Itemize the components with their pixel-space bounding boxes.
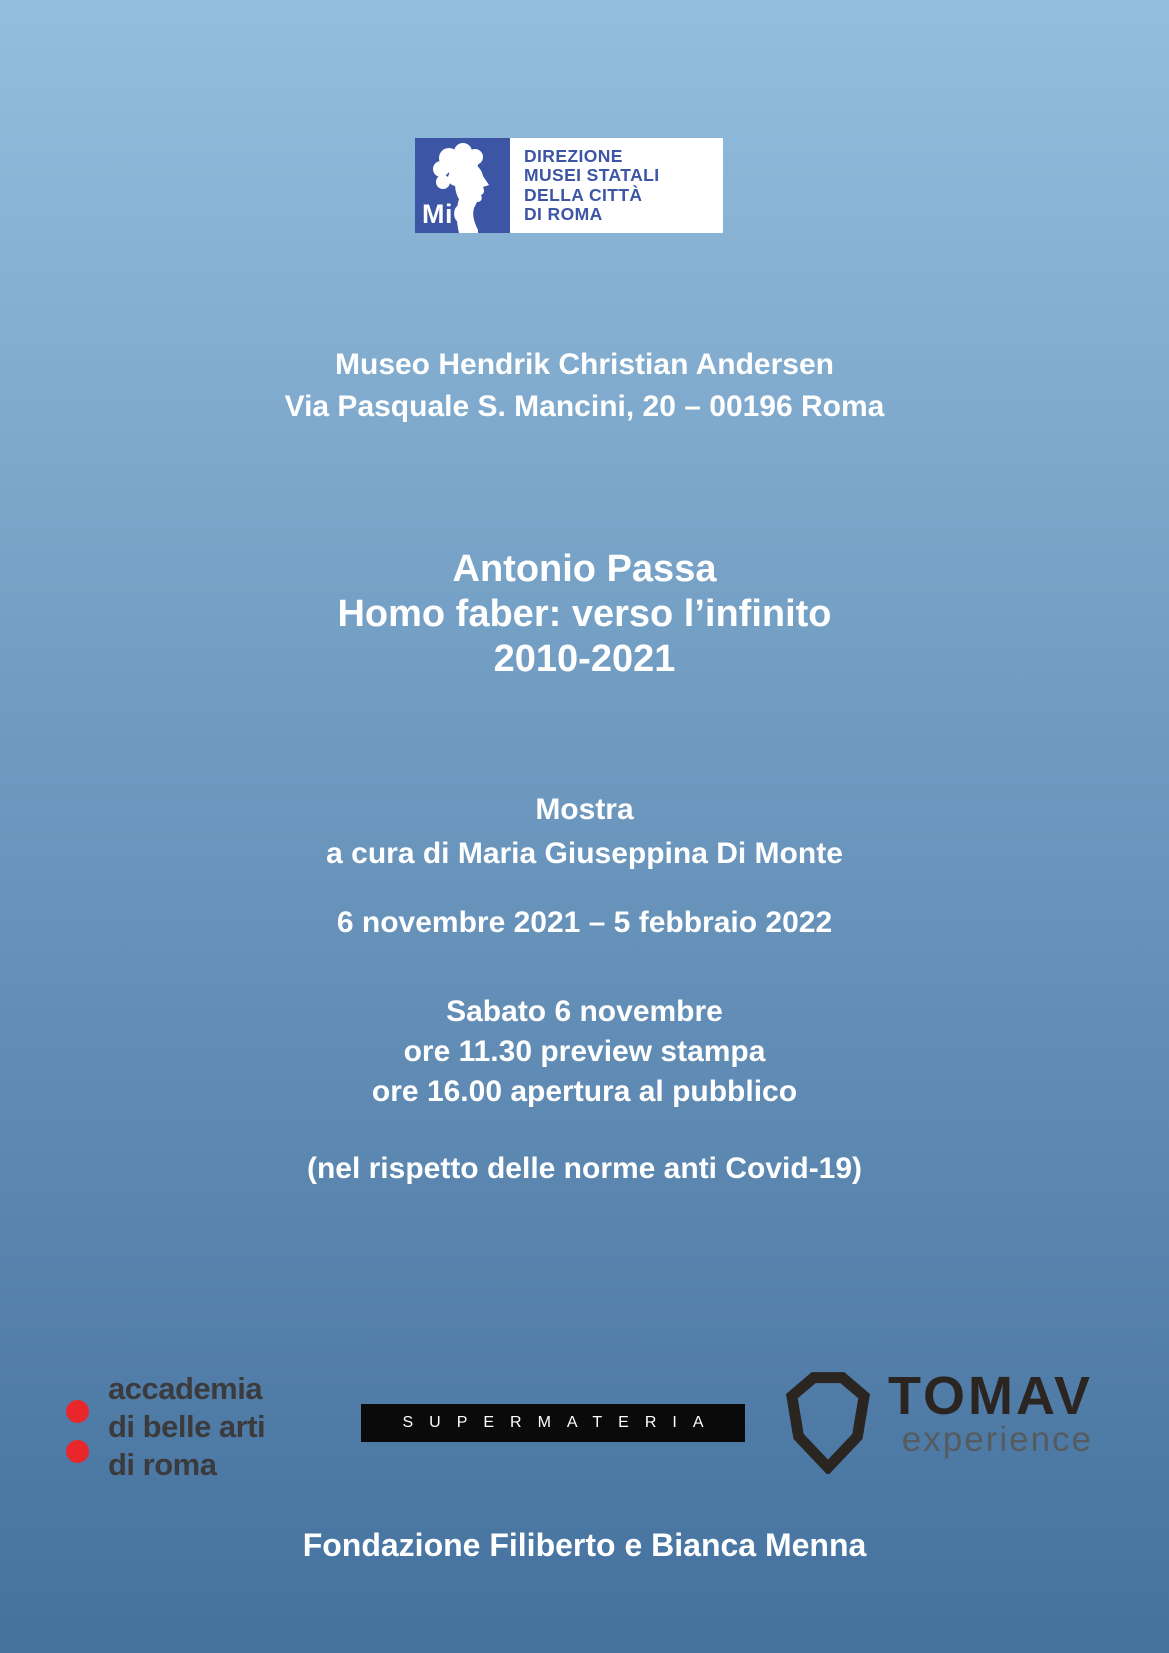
exhibition-name: Homo faber: verso l’infinito	[337, 593, 832, 635]
red-dot-icon	[66, 1400, 89, 1423]
opening-day: Sabato 6 novembre	[446, 995, 723, 1028]
opening-press: ore 11.30 preview stampa	[403, 1035, 766, 1068]
supermateria-label: SUPERMATERIA	[402, 1414, 720, 1431]
venue-block	[0, 344, 1169, 428]
mostra-label: Mostra	[535, 793, 634, 826]
exhibition-dates: 6 novembre 2021 – 5 febbraio 2022	[336, 906, 833, 939]
exhibition-years: 2010-2021	[493, 638, 676, 680]
tomav-shield-icon	[786, 1372, 870, 1474]
mic-logo	[415, 138, 723, 233]
accademia-line: di roma	[108, 1447, 217, 1482]
accademia-logo	[66, 1370, 265, 1484]
exhibition-title	[0, 547, 1169, 682]
mic-line: DI ROMA	[524, 204, 603, 224]
artist-name: Antonio Passa	[452, 548, 717, 590]
accademia-line: accademia	[108, 1371, 263, 1406]
accademia-text	[108, 1370, 265, 1484]
red-dot-icon	[66, 1440, 89, 1463]
accademia-dots	[66, 1370, 108, 1484]
covid-note: (nel rispetto delle norme anti Covid-19)	[306, 1152, 863, 1185]
curator-name: a cura di Maria Giuseppina Di Monte	[326, 837, 843, 870]
mic-acronym: MiC	[422, 199, 473, 229]
mic-line: DELLA CITTÀ	[524, 184, 643, 205]
venue-name: Museo Hendrik Christian Andersen	[335, 348, 834, 381]
opening-block	[0, 992, 1169, 1112]
tomav-text	[888, 1366, 1094, 1459]
opening-public: ore 16.00 apertura al pubblico	[371, 1075, 798, 1108]
venue-address: Via Pasquale S. Mancini, 20 – 00196 Roma	[284, 390, 885, 423]
tomav-subtitle: experience	[901, 1420, 1094, 1459]
tomav-logo	[786, 1366, 1094, 1474]
accademia-line: di belle arti	[108, 1409, 266, 1444]
mic-emblem	[415, 138, 510, 233]
foundation-credit: Fondazione Filiberto e Bianca Menna	[302, 1527, 867, 1563]
mic-direction-text	[510, 138, 723, 233]
curator-block	[0, 788, 1169, 876]
tomav-name: TOMAV	[888, 1366, 1094, 1426]
mic-line: DIREZIONE	[524, 145, 623, 166]
supermateria-logo	[361, 1404, 745, 1442]
mic-line: MUSEI STATALI	[524, 165, 660, 185]
